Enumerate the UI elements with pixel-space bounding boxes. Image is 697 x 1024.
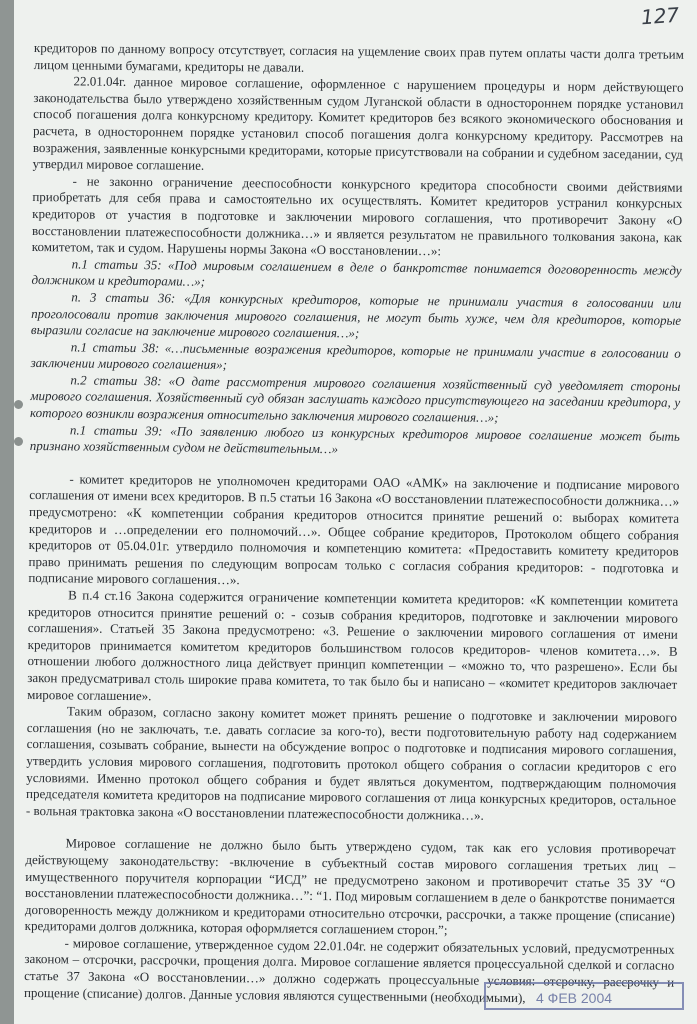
page-number: 127: [640, 2, 680, 30]
paragraph: Таким образом, согласно закону комитет может принять решение о подготовке и заключении мирового соглашения (но не заключать, т.е. давать согласие за кого-то), вести подготовительную работу над содержанием соглашения, созывать собрание, вынести на обсуждение вопрос о подготовке и подписания мирового соглашения, утвердить условия мирового соглашения, подготовить протокол общего собрания о согласии кредиторов с его условиями. Именно протокол общего собрания и будет являться документом, подтверждающим полномочия председателя комитета кредиторов на подписание мирового соглашения от лица конкурсных кредиторов, остальное - вольная трактовка закона «О восстановлении платежеспособности должника…».: [25, 703, 678, 823]
law-quote: п. 3 статьи 36: «Для конкурсных кредиторов, которые не принимали участия в голосовании или проголосовали против заключения мирового соглашения, не могут быть хуже, чем для кредиторов, которые выразили согласие на заключение мирового соглашения…»;: [30, 289, 682, 341]
punch-hole: [14, 437, 23, 446]
document-body: [24, 40, 684, 1008]
date-stamp: 4 ФЕВ 2004: [484, 982, 684, 1010]
law-quote: п.2 статьи 38: «О дате рассмотрения мирового соглашения хозяйственный суд уведомляет стороны мирового соглашения. Хозяйственный суд обязан заслушать каждого присутствующего на заседании кредитора, у которого возникли возражения относительно заключения мирового соглашения…»;: [30, 372, 681, 425]
law-quote: п.1 статьи 38: «…письменные возражения кредиторов, которые не принимали участие в голосовании о заключении мирового соглашения»;: [30, 339, 681, 373]
punch-hole: [14, 400, 23, 409]
law-quote: п.1 статьи 39: «По заявлению любого из конкурсных кредиторов мировое соглашение может быть признано хозяйственным судом не действительным…»: [29, 422, 680, 457]
paragraph-section: - комитет кредиторов не уполномочен кредиторами ОАО «АМК» на заключение и подписание мирового соглашения от имени всех кредиторов. В п.5 статьи 16 Закона «О восстановлении платежеспособности должника…» предусмотрено: «К компетенции собрания кредиторов относится принятие решений о: выборах комитета кредиторов и …определении его полномочий…». Общее собрание кредиторов, Протоколом общего собрания кредиторов от 05.04.01г. утвердило полномочия и компетенцию комитета: «Предоставить комитету кредиторов право принимать решения по следующим вопросам только с согласия собрания кредиторов: - подготовка и подписание мирового соглашения…».: [28, 471, 680, 588]
paragraph: 22.01.04г. данное мировое соглашение, оформленное с нарушением процедуры и норм действующего законодательства было утверждено хозяйственным судом Луганской области в одностороннем порядке установил способ погашения долга конкурсному кредитору. Комитет кредиторов без всякого экономического обоснования и расчета, в одностороннем порядке установил способ погашения долга конкурсному кредитору. Рассмотрев на возражения, заявленные конкурсными кредиторами, которые присутствовали на собрании и судебном заседании, суд утвердил мировое соглашение.: [32, 73, 684, 173]
document-page: [14, 0, 697, 1024]
paragraph-section: Мировое соглашение не должно было быть утверждено судом, так как его условия противоречат действующему законодательству: -включение в субъектный состав мирового соглашения третьих лиц – имущественного поручителя корпорации “ИСД” не предусмотрено законом и противоречит статье 35 ЗУ “О восстановлении платежеспособности должника…”: “1. Под мировым соглашением в деле о банкротстве понимается договоренность между должником и кредиторами относительно отсрочки, рассрочки, а также прощение (списание) кредиторами долгов должника, которая оформляется соглашением сторон.”;: [24, 835, 676, 938]
paragraph-section: - не законно ограничение дееспособности конкурсного кредитора способности своими действиями приобретать для себя права и самостоятельно их осуществлять. Комитет кредиторов устранил конкурсных кредиторов от участия в подготовке и заключении мирового соглашения, что противоречит Закону «О восстановлении платежеспособности должника…» и является результатом не правильного толкования закона, как комитетом, так и судом. Нарушены нормы Закона «О восстановлении…»:: [31, 173, 683, 259]
paragraph: кредиторов по данному вопросу отсутствует, согласия на ущемление своих прав путем оплаты части долга третьим лицом ценными бумагами, кредиторы не давали.: [33, 40, 684, 75]
paragraph-section: - мировое соглашение, утвержденное судом 22.01.04г. не содержит обязательных условий, предусмотренных законом – отсрочки, рассрочки, прощения долга. Мировое соглашение является процессуальной сделкой и согласно статье 37 Закона «О восстановлении…» должно содержать процессуальные условия: отсрочку, рассрочку и прощение (списание) долгов. Данные условия являются существенными (необходимыми),: [23, 935, 675, 1005]
punch-holes: [14, 400, 24, 474]
law-quote: п.1 статьи 35: «Под мировым соглашением в деле о банкротстве понимается договоренность между должником и кредиторами…»;: [31, 256, 682, 290]
paragraph: В п.4 ст.16 Закона содержится ограничение компетенции комитета кредиторов: «К компетенции комитета кредиторов относится принятие решений о: - созыв собрания кредиторов, подготовке и заключении мирового соглашения». Статьей 35 Закона предусмотрено: «3. Решение о заключении мирового соглашения от имени кредиторов принимается комитетом кредиторов большинством голосов кредиторов- членов комитета…». В отношении любого должностного лица действует принцип компетенции – «можно то, что разрешено». Если бы закон предусматривал столь широкие права комитета, то так было бы и написано – «комитет кредиторов заключает мировое соглашение».: [27, 587, 679, 703]
